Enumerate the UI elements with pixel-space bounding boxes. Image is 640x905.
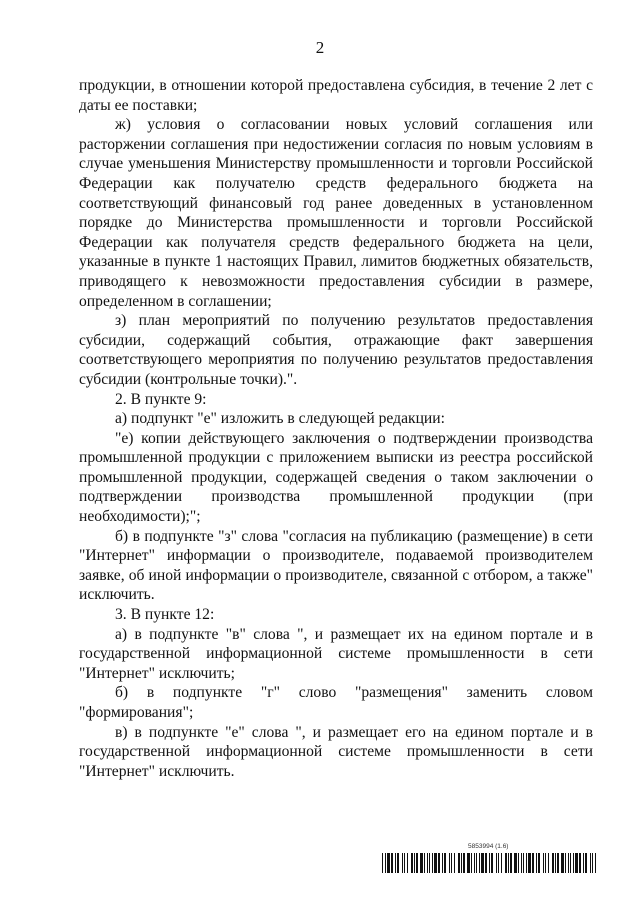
paragraph-item-2a: а) подпункт "е" изложить в следующей редакции: [115, 410, 445, 428]
paragraph-item-3a: а) в подпункте "в" слова ", и размещает их на едином портале и в государственной информационной системе промышленности в сети "Интернет" исключить; [79, 625, 593, 682]
paragraph-subitem-z: з) план мероприятий по получению результатов предоставления субсидии, содержащий события, отражающие факт завершения соответствующего мероприятия по получению результатов предоставления субсидии (контрольные точки).". [79, 312, 593, 388]
paragraph-item-2b: б) в подпункте "з" слова "согласия на публикацию (размещение) в сети "Интернет" информации о производителе, подаваемой производителем заявке, об иной информации о производителе, связанной с отбором, а также" исключить. [79, 527, 593, 604]
document-footer [382, 843, 596, 877]
paragraph-subitem-zh: ж) условия о согласовании новых условий соглашения или расторжении соглашения при недостижении согласия по новым условиям в случае уменьшения Министерству промышленности и торговли Российской Федерации как получателю средств федерального бюджета на соответствующий финансовый год ранее доведенных в установленном порядке до Министерства промышленности и торговли Российской Федерации как получателя средств федерального бюджета на цели, указанные в пункте 1 настоящих Правил, лимитов бюджетных обязательств, приводящего к невозможности предоставления субсидии в размере, определенном в соглашении; [79, 116, 593, 310]
paragraph-item-2: 2. В пункте 9: [115, 390, 207, 408]
paragraph-item-2a-text: "е) копии действующего заключения о подтверждении производства промышленной продукции с приложением выписки из реестра российской промышленной продукции, содержащей сведения о таком заключении о подтверждении производства промышленной продукции (при необходимости);"; [79, 429, 593, 526]
paragraph-continuation: продукции, в отношении которой предоставлена субсидия, в течение 2 лет с даты ее поставки; [79, 77, 593, 114]
document-body [79, 76, 593, 781]
paragraph-item-3b: б) в подпункте "г" слово "размещения" заменить словом "формирования"; [79, 684, 593, 721]
paragraph-item-3: 3. В пункте 12: [115, 606, 215, 624]
page-number: 2 [315, 38, 325, 57]
paragraph-item-3v: в) в подпункте "е" слова ", и размещает его на едином портале и в государственной информационной системе промышленности в сети "Интернет" исключить. [79, 723, 593, 780]
barcode-icon [382, 853, 596, 873]
document-code: 5853994 (1.6) [468, 843, 509, 850]
